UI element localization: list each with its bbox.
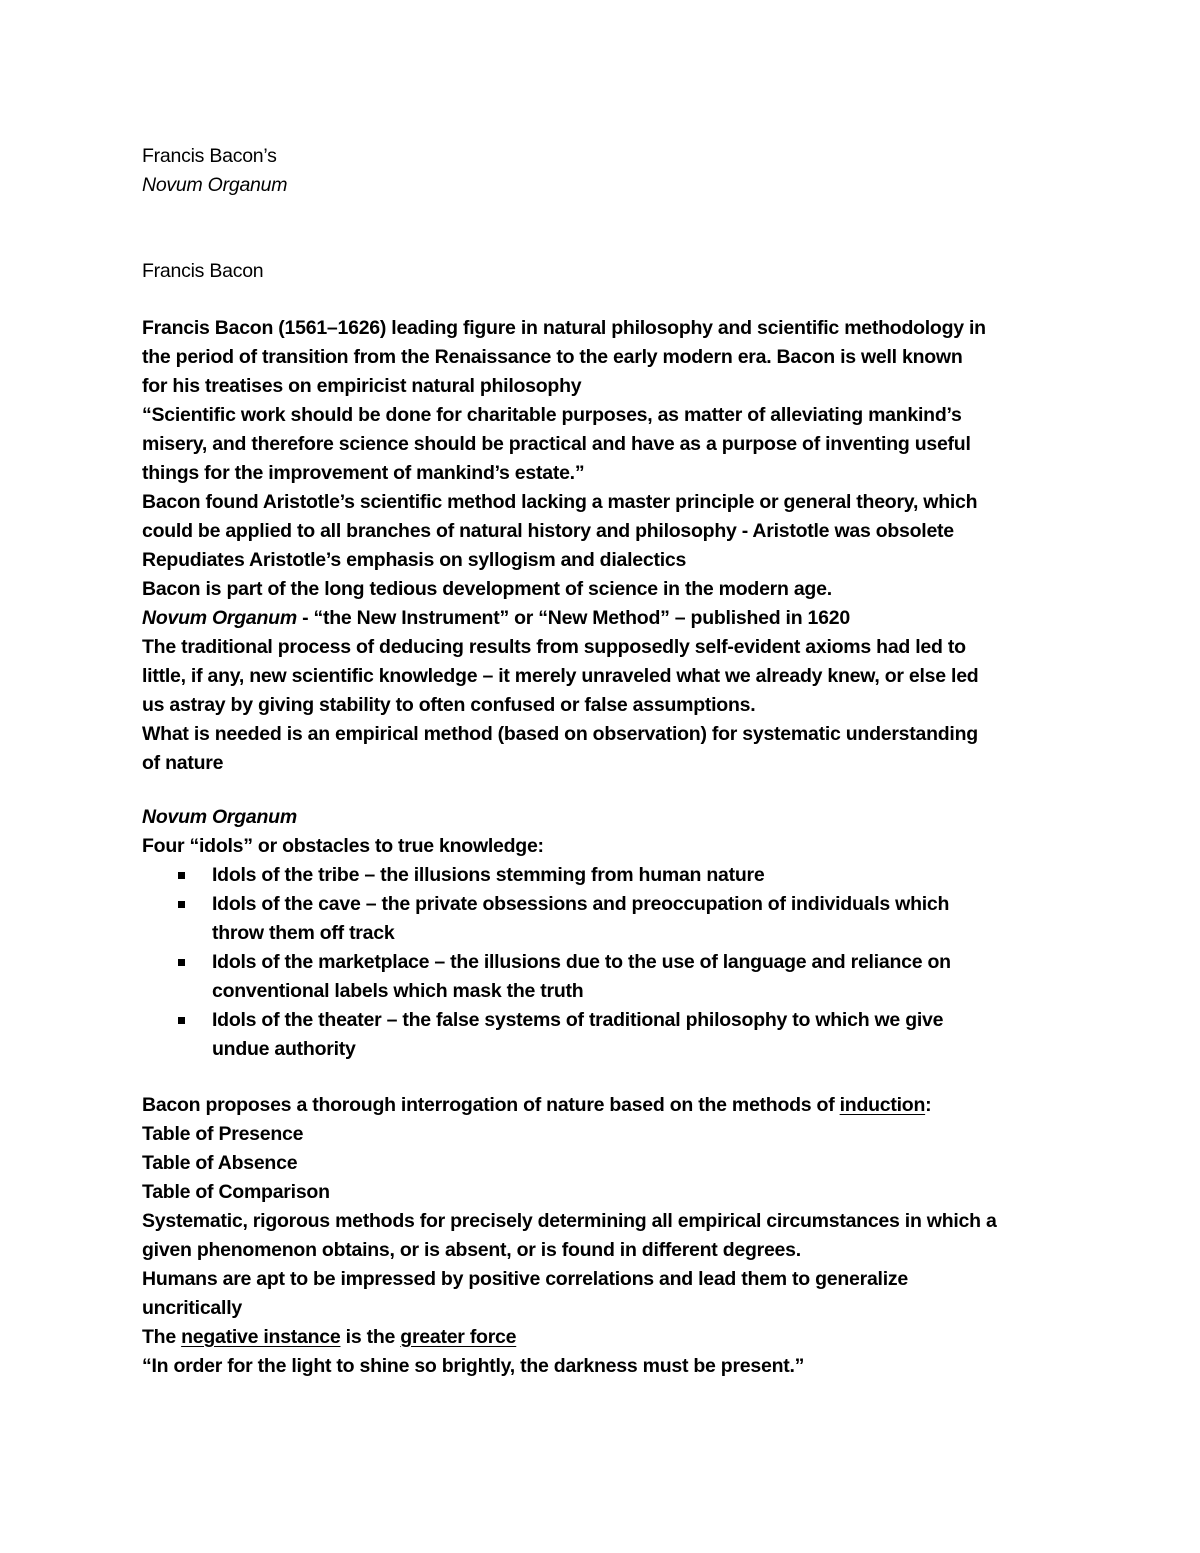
induction-lead: Bacon proposes a thorough interrogation of nature based on the methods of induction: [142,1094,932,1116]
closing-quote: “In order for the light to shine so brightly, the darkness must be present.” [142,1355,805,1377]
intro-line: The traditional process of deducing results from supposedly self-evident axioms had led to [142,636,966,658]
square-bullet-icon [178,959,185,966]
list-item: Idols of the tribe – the illusions stemming from human nature [142,861,1062,890]
induction-term: induction [839,1094,926,1116]
square-bullet-icon [178,1017,185,1024]
section-title-block [142,257,1062,286]
table-of-presence: Table of Presence [142,1123,304,1145]
negative-instance-term: negative instance [181,1326,341,1348]
intro-line: could be applied to all branches of natural history and philosophy - Aristotle was obsolete [142,520,954,542]
list-item: Idols of the theater – the false systems of traditional philosophy to which we give undue authority [142,1006,1062,1064]
idols-section [142,803,1062,861]
negative-instance-line: The negative instance is the greater force [142,1326,517,1348]
intro-section [142,314,1062,778]
intro-line: us astray by giving stability to often confused or false assumptions. [142,694,756,716]
section-title: Francis Bacon [142,260,264,282]
intro-line: What is needed is an empirical method (based on observation) for systematic understanding [142,723,978,745]
novum-organum-rest: - “the New Instrument” or “New Method” – published in 1620 [296,607,850,629]
intro-line: Francis Bacon (1561–1626) leading figure in natural philosophy and scientific methodology in [142,317,986,339]
intro-line: Repudiates Aristotle’s emphasis on syllogism and dialectics [142,549,687,571]
table-of-comparison: Table of Comparison [142,1181,330,1203]
intro-line: Bacon found Aristotle’s scientific method lacking a master principle or general theory, which [142,491,978,513]
square-bullet-icon [178,901,185,908]
induction-line: uncritically [142,1297,242,1319]
novum-organum-line [142,604,1062,633]
induction-line: Systematic, rigorous methods for precisely determining all empirical circumstances in which a [142,1210,997,1232]
idols-list [142,861,1062,1064]
square-bullet-icon [178,872,185,879]
intro-line: “Scientific work should be done for charitable purposes, as matter of alleviating mankind’s [142,404,962,426]
idols-heading: Novum Organum [142,806,297,828]
intro-line: misery, and therefore science should be practical and have as a purpose of inventing useful [142,433,971,455]
induction-line: given phenomenon obtains, or is absent, or is found in different degrees. [142,1239,801,1261]
novum-organum-italic: Novum Organum [142,607,297,629]
induction-line: Humans are apt to be impressed by positive correlations and lead them to generalize [142,1268,908,1290]
list-item: Idols of the marketplace – the illusions due to the use of language and reliance on conventional labels which mask the truth [142,948,1062,1006]
header-author: Francis Bacon’s [142,145,277,167]
list-item: Idols of the cave – the private obsessions and preoccupation of individuals which throw them off track [142,890,1062,948]
table-of-absence: Table of Absence [142,1152,298,1174]
header-title: Novum Organum [142,174,288,196]
idols-intro: Four “idols” or obstacles to true knowledge: [142,835,544,857]
intro-line: the period of transition from the Renaissance to the early modern era. Bacon is well known [142,346,963,368]
intro-line: little, if any, new scientific knowledge – it merely unraveled what we already knew, or else led [142,665,979,687]
greater-force-term: greater force [400,1326,517,1348]
intro-line: things for the improvement of mankind’s estate.” [142,462,585,484]
document-header [142,142,1062,200]
intro-line: for his treatises on empiricist natural philosophy [142,375,582,397]
induction-section [142,1091,1062,1381]
intro-line: Bacon is part of the long tedious development of science in the modern age. [142,578,832,600]
intro-line: of nature [142,752,224,774]
